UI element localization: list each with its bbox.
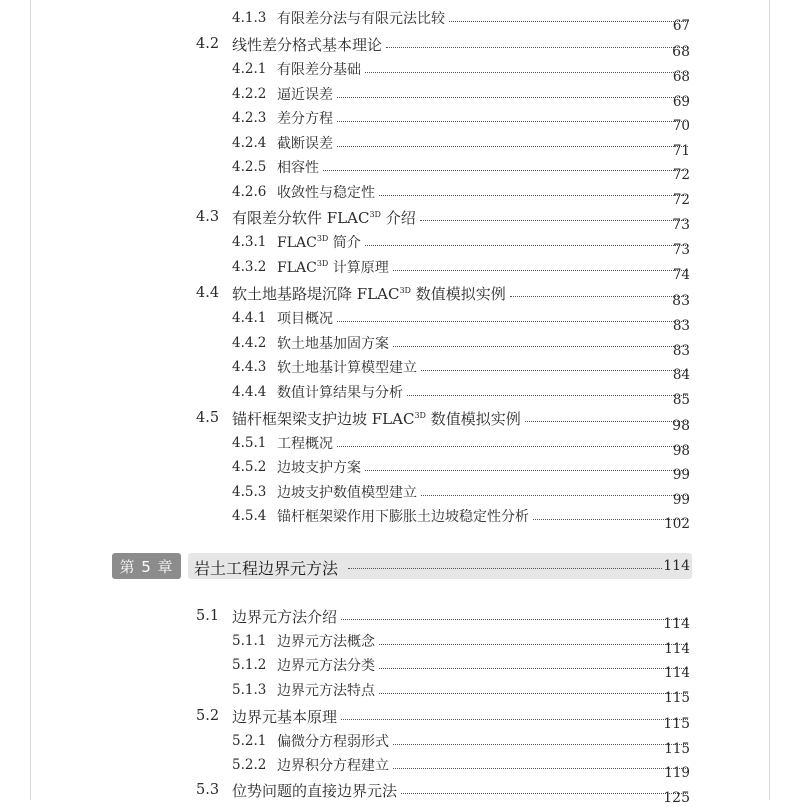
entry-title: 数值计算结果与分析 (277, 385, 403, 401)
entry-title: 有限差分法与有限元法比较 (277, 11, 445, 27)
dot-leader (379, 667, 688, 669)
toc-entry[interactable] (0, 231, 800, 258)
dot-leader (379, 692, 688, 694)
chapter-badge: 第 5 章 (112, 553, 181, 579)
entry-title: 边界元方法介绍 (232, 607, 338, 626)
entry-page: 98 (672, 418, 690, 434)
entry-title: 边界元方法概念 (277, 634, 375, 650)
toc-entry[interactable] (0, 33, 800, 60)
entry-title: 软土地基加固方案 (277, 336, 389, 352)
toc-entry[interactable] (0, 282, 800, 309)
dot-leader (365, 244, 688, 246)
entry-number: 4.4.1 (232, 310, 267, 326)
toc-entry[interactable] (0, 132, 800, 159)
dot-leader (337, 145, 688, 147)
entry-number: 4.3 (196, 209, 220, 225)
dot-leader (525, 420, 688, 422)
toc-entry[interactable] (0, 630, 800, 657)
toc-entry[interactable] (0, 407, 800, 434)
entry-title: 锚杆框架梁作用下膨胀土边坡稳定性分析 (277, 509, 529, 525)
entry-page: 99 (672, 492, 690, 508)
entry-page: 84 (672, 367, 690, 383)
toc-entry[interactable] (0, 730, 800, 757)
toc-entry[interactable] (0, 505, 800, 532)
entry-page: 73 (672, 217, 690, 233)
toc-entry[interactable] (0, 754, 800, 781)
entry-page: 115 (664, 741, 690, 757)
entry-title: 截断误差 (277, 136, 333, 152)
entry-number: 5.1.1 (232, 633, 267, 649)
entry-title: 边坡支护数值模型建立 (277, 485, 417, 501)
entry-number: 4.5.1 (232, 435, 267, 451)
toc-entry[interactable] (0, 705, 800, 732)
entry-number: 4.3.1 (232, 234, 267, 250)
entry-title: 有限差分基础 (277, 62, 361, 78)
toc-entry[interactable] (0, 107, 800, 134)
entry-page: 74 (672, 267, 690, 283)
dot-leader (386, 46, 688, 48)
entry-number: 4.4.2 (232, 335, 267, 351)
toc-entry[interactable] (0, 332, 800, 359)
dot-leader (393, 743, 688, 745)
entry-page: 73 (672, 242, 690, 258)
toc-entry[interactable] (0, 481, 800, 508)
entry-title: 逼近误差 (277, 87, 333, 103)
entry-page: 125 (663, 790, 690, 806)
entry-page: 71 (672, 143, 690, 159)
entry-number: 4.2 (196, 36, 220, 52)
entry-page: 114 (664, 665, 690, 681)
toc-entry[interactable] (0, 381, 800, 408)
toc-entry[interactable] (0, 58, 800, 85)
toc-entry[interactable] (0, 156, 800, 183)
entry-page: 83 (672, 343, 690, 359)
entry-page: 83 (672, 293, 690, 309)
entry-title: 边坡支护方案 (277, 460, 361, 476)
dot-leader (379, 194, 688, 196)
entry-number: 5.2.1 (232, 733, 267, 749)
entry-page: 72 (672, 192, 690, 208)
entry-title: 差分方程 (277, 111, 333, 127)
entry-title: 软土地基计算模型建立 (277, 360, 417, 376)
entry-number: 4.5 (196, 410, 220, 426)
dot-leader (341, 718, 688, 720)
entry-number: 4.4.3 (232, 359, 267, 375)
entry-number: 4.2.3 (232, 110, 267, 126)
dot-leader (323, 169, 688, 171)
dot-leader (337, 320, 688, 322)
chapter-heading[interactable] (188, 553, 692, 579)
entry-number: 4.3.2 (232, 259, 267, 275)
entry-number: 5.1 (196, 608, 220, 624)
entry-title: 项目概况 (277, 311, 333, 327)
entry-page: 72 (672, 167, 690, 183)
entry-number: 5.2 (196, 708, 220, 724)
entry-page: 85 (672, 392, 690, 408)
entry-title: 边界积分方程建立 (277, 758, 389, 774)
entry-page: 119 (664, 765, 690, 781)
toc-entry[interactable] (0, 456, 800, 483)
entry-page: 102 (664, 516, 690, 532)
entry-number: 4.2.1 (232, 61, 267, 77)
dot-leader (449, 20, 688, 22)
entry-number: 4.2.5 (232, 159, 267, 175)
entry-title: 边界元基本原理 (232, 707, 338, 726)
entry-title: 相容性 (277, 160, 319, 176)
entry-number: 4.4 (196, 285, 220, 301)
entry-number: 5.1.2 (232, 657, 267, 673)
toc-entry[interactable] (0, 206, 800, 233)
dot-leader (365, 469, 688, 471)
entry-title: $FLAC^{3D}$ 计算原理 (277, 259, 389, 276)
dot-leader (341, 618, 688, 620)
entry-page: 70 (672, 118, 690, 134)
dot-leader (401, 792, 688, 794)
dot-leader (393, 767, 688, 769)
toc-entry[interactable] (0, 779, 800, 806)
toc-entry[interactable] (0, 679, 800, 706)
entry-number: 4.4.4 (232, 384, 267, 400)
entry-title: 位势问题的直接边界元法 (232, 781, 398, 800)
dot-leader (365, 71, 688, 73)
entry-number: 5.2.2 (232, 757, 267, 773)
toc-entry[interactable] (0, 605, 800, 632)
dot-leader (393, 269, 688, 271)
dot-leader (421, 369, 688, 371)
entry-page: 68 (672, 69, 690, 85)
toc-entry[interactable] (0, 181, 800, 208)
entry-page: 98 (672, 443, 690, 459)
toc-entry[interactable] (0, 7, 800, 34)
dot-leader (337, 120, 688, 122)
entry-page: 67 (672, 18, 690, 34)
entry-title: 边界元方法分类 (277, 658, 375, 674)
entry-title: 工程概况 (277, 436, 333, 452)
toc-entry[interactable] (0, 356, 800, 383)
entry-page: 99 (672, 467, 690, 483)
entry-number: 4.5.4 (232, 508, 267, 524)
dot-leader (379, 643, 688, 645)
entry-number: 5.3 (196, 782, 220, 798)
dot-leader (407, 394, 688, 396)
entry-title: 锚杆框架梁支护边坡 $FLAC^{3D}$ 数值模拟实例 (232, 409, 521, 428)
entry-number: 4.2.6 (232, 184, 267, 200)
dot-leader (420, 219, 688, 221)
toc-entry[interactable] (0, 256, 800, 283)
entry-number: 4.5.2 (232, 459, 267, 475)
entry-number: 4.5.3 (232, 484, 267, 500)
chapter-page: 114 (663, 558, 690, 574)
dot-leader (510, 295, 688, 297)
entry-page: 115 (663, 716, 690, 732)
entry-page: 69 (672, 94, 690, 110)
dot-leader (337, 445, 688, 447)
dot-leader (393, 345, 688, 347)
entry-number: 5.1.3 (232, 682, 267, 698)
chapter-title: 岩土工程边界元方法 (194, 559, 339, 578)
entry-title: $FLAC^{3D}$ 简介 (277, 234, 361, 251)
toc-entry[interactable] (0, 83, 800, 110)
entry-page: 114 (664, 641, 690, 657)
entry-number: 4.1.3 (232, 10, 267, 26)
dot-leader (421, 494, 688, 496)
entry-page: 114 (663, 616, 690, 632)
toc-entry[interactable] (0, 307, 800, 334)
entry-page: 115 (664, 690, 690, 706)
toc-entry[interactable] (0, 432, 800, 459)
entry-title: 线性差分格式基本理论 (232, 35, 383, 54)
entry-title: 软土地基路堤沉降 $FLAC^{3D}$ 数值模拟实例 (232, 284, 506, 303)
toc-entry[interactable] (0, 654, 800, 681)
entry-title: 边界元方法特点 (277, 683, 375, 699)
dot-leader (348, 567, 662, 569)
entry-page: 68 (672, 44, 690, 60)
entry-title: 有限差分软件 $FLAC^{3D}$ 介绍 (232, 208, 416, 227)
entry-number: 4.2.2 (232, 86, 267, 102)
entry-page: 83 (672, 318, 690, 334)
entry-title: 收敛性与稳定性 (277, 185, 375, 201)
entry-title: 偏微分方程弱形式 (277, 734, 389, 750)
dot-leader (337, 96, 688, 98)
entry-number: 4.2.4 (232, 135, 267, 151)
